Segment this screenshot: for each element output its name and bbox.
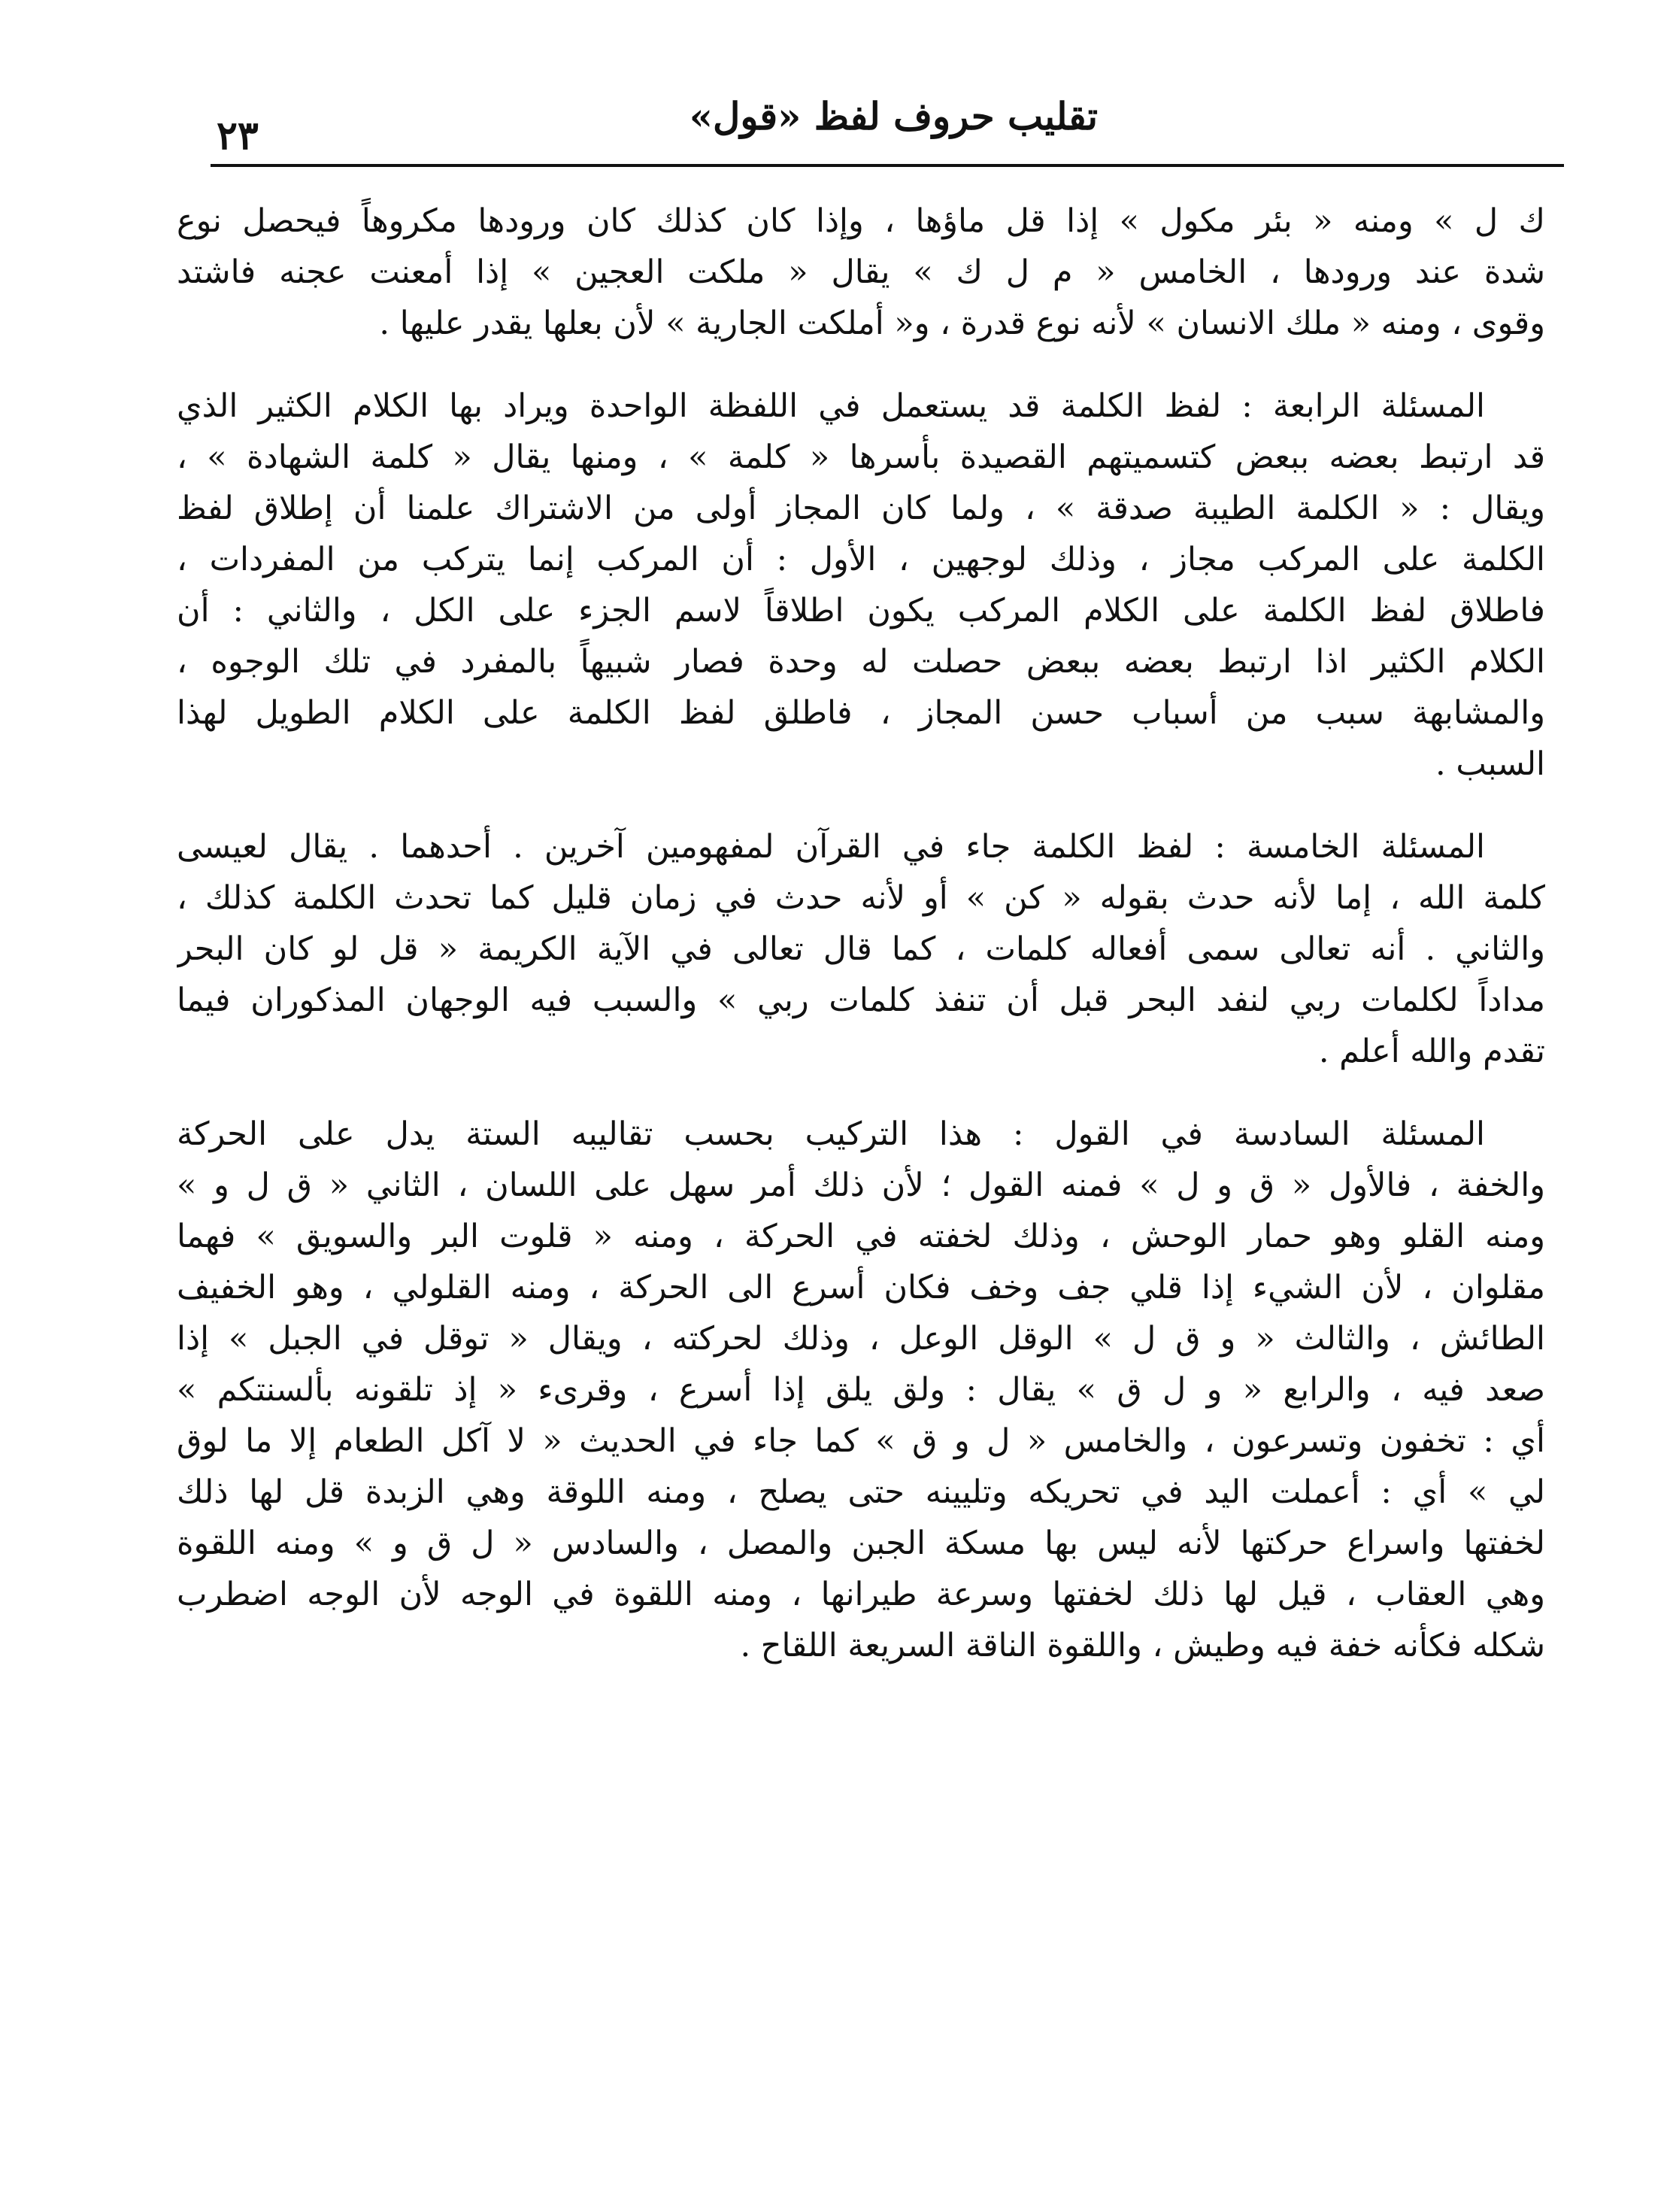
text-line: تقدم والله أعلم . [1318,1033,1545,1070]
text-line: وقوى ، ومنه « ملك الانسان » لأنه نوع قدرة ، و« أملكت الجارية » لأن بعلها يقدر عليها . [379,305,1545,342]
text-line: السبب . [1435,745,1545,783]
paragraph-4 [177,1109,1545,1671]
text-line: المسئلة الخامسة : لفظ الكلمة جاء في القرآن لمفهومين آخرين . أحدهما . يقال لعيسى [177,828,1485,866]
text-line: وهي العقاب ، قيل لها ذلك لخفتها وسرعة طيرانها ، ومنه اللقوة في الوجه لأن الوجه اضطرب [177,1576,1545,1613]
text-line: كلمة الله ، إما لأنه حدث بقوله « كن » أو لأنه حدث في زمان قليل كما تحدث الكلمة كذلك ، [177,879,1545,917]
running-title: تقليب حروف لفظ «قول» [689,94,1098,138]
text-line: ومنه القلو وهو حمار الوحش ، وذلك لخفته في الحركة ، ومنه « قلوت البر والسويق » فهما [177,1218,1545,1255]
text-line: صعد فيه ، والرابع « و ل ق » يقال : ولق يلق إذا أسرع ، وقرىء « إذ تلقونه بألسنتكم » [177,1371,1545,1409]
page-header [211,79,1564,162]
header-divider [211,164,1564,167]
text-line: شكله فكأنه خفة فيه وطيش ، واللقوة الناقة السريعة اللقاح . [740,1627,1545,1664]
text-line: المسئلة الرابعة : لفظ الكلمة قد يستعمل في اللفظة الواحدة ويراد بها الكلام الكثير الذي [177,387,1485,425]
body-text [177,196,1545,1703]
text-line: الكلمة على المركب مجاز ، وذلك لوجهين ، الأول : أن المركب إنما يتركب من المفردات ، [177,541,1545,578]
text-line: ك ل » ومنه « بئر مكول » إذا قل ماؤها ، وإذا كان كذلك كان ورودها مكروهاً فيحصل نوع [177,202,1545,240]
text-line: قد ارتبط بعضه ببعض كتسميتهم القصيدة بأسرها « كلمة » ، ومنها يقال « كلمة الشهادة » ، [177,438,1545,476]
text-line: لي » أي : أعملت اليد في تحريكه وتليينه حتى يصلح ، ومنه اللوقة وهي الزبدة قل لها ذلك [177,1473,1545,1511]
text-line: والمشابهة سبب من أسباب حسن المجاز ، فاطلق لفظ الكلمة على الكلام الطويل لهذا [177,694,1545,732]
paragraph-1 [177,196,1545,349]
text-line: مداداً لكلمات ربي لنفد البحر قبل أن تنفذ كلمات ربي » والسبب فيه الوجهان المذكوران فيما [177,982,1545,1019]
text-line: فاطلاق لفظ الكلمة على الكلام المركب يكون اطلاقاً لاسم الجزء على الكل ، والثاني : أن [177,592,1545,630]
text-line: شدة عند ورودها ، الخامس « م ل ك » يقال « ملكت العجين » إذا أمعنت عجنه فاشتد [177,253,1545,291]
text-line: أي : تخفون وتسرعون ، والخامس « ل و ق » كما جاء في الحديث « لا آكل الطعام إلا ما لوق [177,1422,1545,1460]
paragraph-3 [177,821,1545,1077]
text-line: المسئلة السادسة في القول : هذا التركيب بحسب تقاليبه الستة يدل على الحركة [177,1115,1485,1153]
text-line: والثاني . أنه تعالى سمى أفعاله كلمات ، كما قال تعالى في الآية الكريمة « قل لو كان البحر [177,930,1545,968]
paragraph-2 [177,381,1545,790]
text-line: الطائش ، والثالث « و ق ل » الوقل الوعل ، وذلك لحركته ، ويقال « توقل في الجبل » إذا [177,1320,1545,1358]
text-line: ويقال : « الكلمة الطيبة صدقة » ، ولما كان المجاز أولى من الاشتراك علمنا أن إطلاق لفظ [177,490,1545,527]
text-line: مقلوان ، لأن الشيء إذا قلي جف وخف فكان أسرع الى الحركة ، ومنه القلولي ، وهو الخفيف [177,1269,1545,1306]
text-line: الكلام الكثير اذا ارتبط بعضه ببعض حصلت له وحدة فصار شبيهاً بالمفرد في تلك الوجوه ، [177,643,1545,681]
text-line: والخفة ، فالأول « ق و ل » فمنه القول ؛ لأن ذلك أمر سهل على اللسان ، الثاني « ق ل و » [177,1167,1545,1204]
text-line: لخفتها واسراع حركتها لأنه ليس بها مسكة الجبن والمصل ، والسادس « ل ق و » ومنه اللقوة [177,1525,1545,1562]
page-number: ٢٣ [217,113,259,159]
